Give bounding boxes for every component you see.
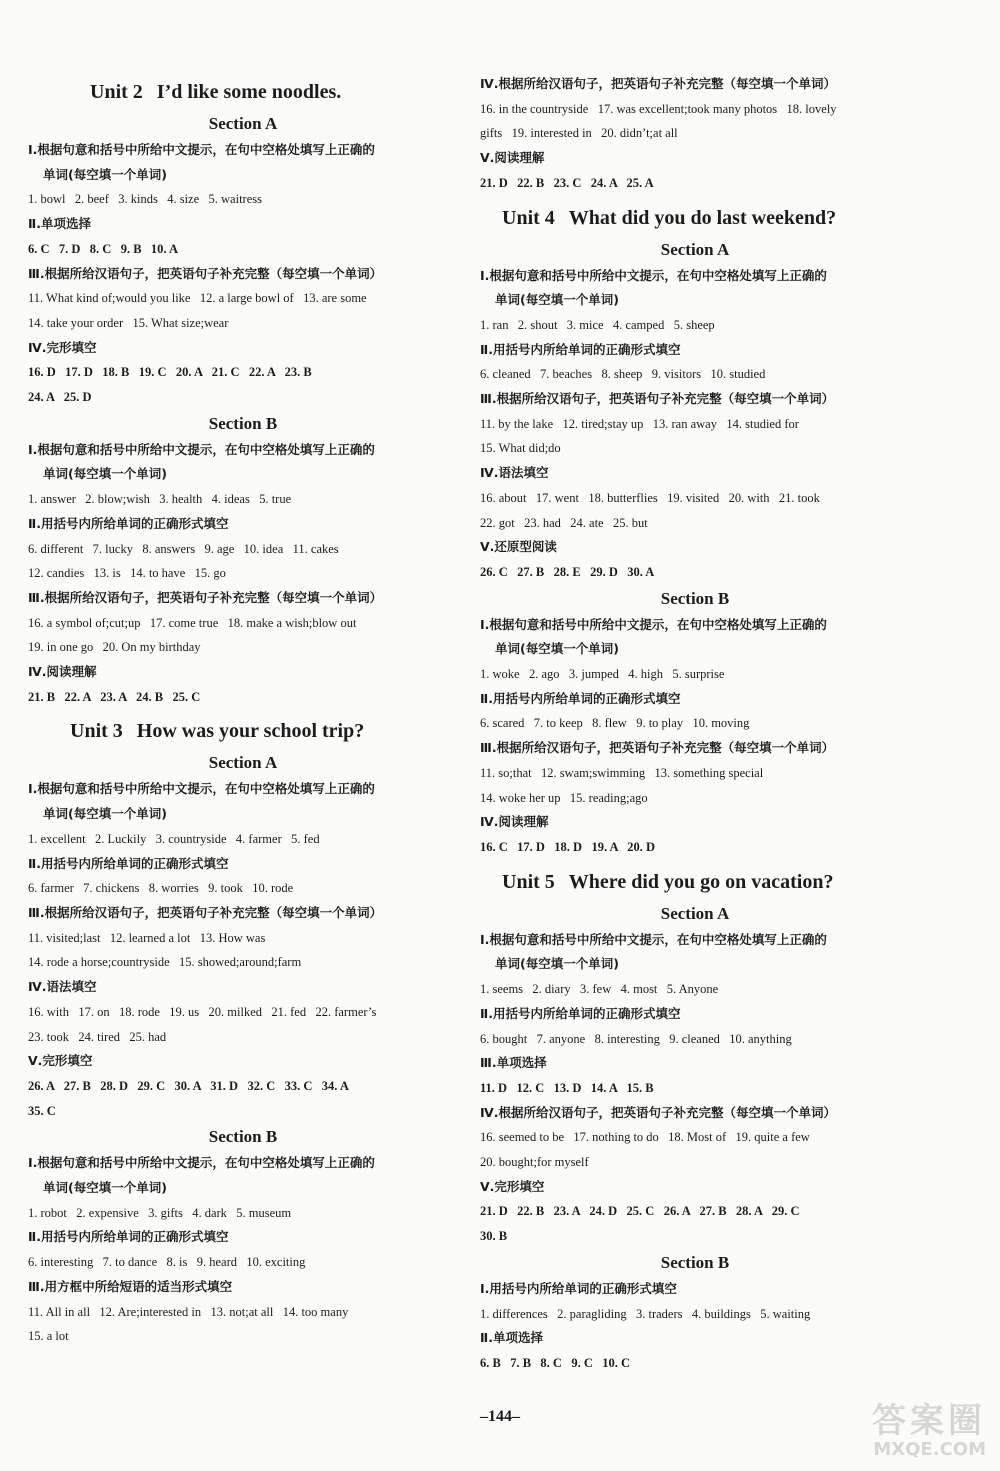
answer-line: 6. interesting 7. to dance 8. is 9. heard 10. exciting (28, 1255, 306, 1270)
unit-number: Unit 5 (502, 870, 555, 893)
exercise-heading: Ⅰ.根据句意和括号中所给中文提示，在句中空格处填写上正确的 (28, 142, 375, 157)
answer-line: 1. woke 2. ago 3. jumped 4. high 5. surprise (480, 667, 725, 682)
exercise-heading-cont: 单词(每空填一个单词) (495, 292, 619, 308)
answer-line: 6. different 7. lucky 8. answers 9. age 10. idea 11. cakes (28, 541, 339, 556)
answer-line: 6. scared 7. to keep 8. flew 9. to play 10. moving (480, 716, 750, 731)
section-title: Section B (660, 588, 730, 608)
section-title: Section A (660, 239, 730, 259)
exercise-heading: Ⅲ.用方框中所给短语的适当形式填空 (28, 1278, 233, 1294)
answer-line: 11. All in all 12. Are;interested in 13. not;at all 14. too many (28, 1304, 349, 1319)
exercise-heading: Ⅳ.语法填空 (480, 465, 549, 481)
answer-line: 24. A 25. D (28, 390, 92, 405)
unit-name: I’d like some noodles. (156, 81, 342, 103)
answer-line: 6. C 7. D 8. C 9. B 10. A (28, 241, 179, 256)
answer-line: 16. about 17. went 18. butterflies 19. visited 20. with 21. took (480, 490, 820, 505)
exercise-heading: Ⅱ.用括号内所给单词的正确形式填空 (28, 515, 229, 531)
unit-title (480, 864, 910, 900)
answer-line: 12. candies 13. is 14. to have 15. go (28, 566, 226, 581)
answer-line: 1. differences 2. paragliding 3. traders 4. buildings 5. waiting (480, 1306, 811, 1321)
exercise-heading: Ⅰ.用括号内所给单词的正确形式填空 (480, 1280, 677, 1296)
answer-line: 11. What kind of;would you like 12. a large bowl of 13. are some (28, 291, 367, 306)
exercise-heading: Ⅳ.阅读理解 (480, 814, 549, 830)
answer-line: 1. ran 2. shout 3. mice 4. camped 5. sheep (480, 317, 715, 332)
exercise-heading-cont: 单词(每空填一个单词) (43, 466, 167, 482)
unit-title (480, 200, 910, 236)
answer-line: 26. C 27. B 28. E 29. D 30. A (480, 564, 655, 579)
answer-line: 6. B 7. B 8. C 9. C 10. C (480, 1355, 631, 1370)
exercise-heading: Ⅱ.单项选择 (28, 216, 91, 232)
answer-line: 15. What did;do (480, 441, 561, 456)
exercise-heading: Ⅳ.语法填空 (28, 979, 97, 995)
exercise-heading: Ⅰ.根据句意和括号中所给中文提示，在句中空格处填写上正确的 (480, 616, 827, 632)
unit-title (28, 74, 458, 110)
unit-title (28, 713, 458, 749)
section-title: Section B (208, 1127, 278, 1147)
answer-line: 21. B 22. A 23. A 24. B 25. C (28, 689, 201, 704)
section-title: Section B (208, 413, 278, 433)
exercise-heading: Ⅴ.还原型阅读 (480, 539, 557, 555)
exercise-heading-cont: 单词(每空填一个单词) (495, 641, 619, 657)
left-column (28, 70, 458, 1349)
exercise-heading-cont: 单词(每空填一个单词) (495, 956, 619, 972)
answer-line: 11. visited;last 12. learned a lot 13. How was (28, 930, 266, 945)
exercise-heading: Ⅴ.完形填空 (480, 1178, 545, 1194)
exercise-heading: Ⅲ.根据所给汉语句子，把英语句子补充完整（每空填一个单词） (480, 740, 835, 756)
answer-line: 11. D 12. C 13. D 14. A 15. B (480, 1080, 654, 1095)
exercise-heading: Ⅱ.用括号内所给单词的正确形式填空 (28, 855, 229, 871)
answer-line: 21. D 22. B 23. A 24. D 25. C 26. A 27. B 28. A 29. C (480, 1204, 800, 1219)
answer-line: 11. so;that 12. swam;swimming 13. something special (480, 765, 764, 780)
exercise-heading: Ⅰ.根据句意和括号中所给中文提示，在句中空格处填写上正确的 (28, 781, 375, 797)
answer-line: 16. C 17. D 18. D 19. A 20. D (480, 839, 656, 854)
answer-line: 14. rode a horse;countryside 15. showed;around;farm (28, 955, 302, 970)
exercise-heading: Ⅳ.完形填空 (28, 339, 97, 355)
answer-line: 6. cleaned 7. beaches 8. sheep 9. visitors 10. studied (480, 367, 766, 382)
page-number: –144– (480, 1408, 520, 1425)
watermark-top-text: 答案圈 (872, 1401, 986, 1441)
unit-name: How was your school trip? (136, 720, 365, 743)
answer-line: 1. robot 2. expensive 3. gifts 4. dark 5. museum (28, 1205, 292, 1220)
answer-line: 20. bought;for myself (480, 1155, 589, 1170)
answer-line: 23. took 24. tired 25. had (28, 1029, 167, 1044)
section-title: Section A (660, 903, 730, 923)
answer-line: 26. A 27. B 28. D 29. C 30. A 31. D 32. C 33. C 34. A (28, 1078, 349, 1093)
exercise-heading: Ⅰ.根据句意和括号中所给中文提示，在句中空格处填写上正确的 (28, 441, 375, 457)
unit-number: Unit 4 (502, 206, 555, 229)
unit-number: Unit 2 (90, 81, 143, 103)
answer-line: 6. farmer 7. chickens 8. worries 9. took 10. rode (28, 881, 294, 896)
exercise-heading: Ⅲ.单项选择 (480, 1055, 547, 1071)
exercise-heading: Ⅱ.用括号内所给单词的正确形式填空 (480, 341, 681, 357)
answer-line: 19. in one go 20. On my birthday (28, 640, 201, 655)
answer-line: 1. answer 2. blow;wish 3. health 4. ideas 5. true (28, 492, 292, 507)
exercise-heading: Ⅳ.阅读理解 (28, 664, 97, 680)
exercise-heading: Ⅰ.根据句意和括号中所给中文提示，在句中空格处填写上正确的 (28, 1155, 375, 1171)
answer-line: 16. a symbol of;cut;up 17. come true 18. make a wish;blow out (28, 615, 357, 630)
answer-line: 35. C (28, 1103, 56, 1118)
section-title: Section A (208, 114, 278, 133)
exercise-heading: Ⅴ.阅读理解 (480, 150, 545, 166)
watermark-logo (776, 1403, 986, 1463)
answer-line: 30. B (480, 1229, 508, 1244)
exercise-heading: Ⅲ.根据所给汉语句子，把英语句子补充完整（每空填一个单词） (28, 265, 383, 281)
answer-line: 16. seemed to be 17. nothing to do 18. Most of 19. quite a few (480, 1130, 810, 1145)
section-title: Section B (660, 1252, 730, 1272)
answer-line: 11. by the lake 12. tired;stay up 13. ran away 14. studied for (480, 416, 799, 431)
right-column (480, 72, 910, 1376)
exercise-heading: Ⅲ.根据所给汉语句子，把英语句子补充完整（每空填一个单词） (28, 589, 383, 605)
exercise-heading-cont: 单词(每空填一个单词) (43, 1180, 167, 1196)
exercise-heading: Ⅰ.根据句意和括号中所给中文提示，在句中空格处填写上正确的 (480, 931, 827, 947)
exercise-heading: Ⅴ.完形填空 (28, 1053, 93, 1069)
answer-line: 14. take your order 15. What size;wear (28, 315, 229, 330)
unit-name: Where did you go on vacation? (568, 870, 834, 893)
answer-line: 15. a lot (28, 1329, 69, 1344)
answer-line: 16. in the countryside 17. was excellent;took many photos 18. lovely (480, 101, 837, 116)
exercise-heading: Ⅳ.根据所给汉语句子，把英语句子补充完整（每空填一个单词） (480, 76, 836, 91)
unit-number: Unit 3 (70, 720, 123, 743)
answer-line: 1. bowl 2. beef 3. kinds 4. size 5. waitress (28, 192, 262, 207)
exercise-heading: Ⅱ.单项选择 (480, 1330, 543, 1346)
answer-line: 22. got 23. had 24. ate 25. but (480, 515, 648, 530)
unit-name: What did you do last weekend? (568, 206, 837, 229)
exercise-heading: Ⅱ.用括号内所给单词的正确形式填空 (480, 690, 681, 706)
exercise-heading: Ⅲ.根据所给汉语句子，把英语句子补充完整（每空填一个单词） (28, 904, 383, 920)
answer-line: 16. D 17. D 18. B 19. C 20. A 21. C 22. A 23. B (28, 365, 312, 380)
exercise-heading: Ⅰ.根据句意和括号中所给中文提示，在句中空格处填写上正确的 (480, 267, 827, 283)
exercise-heading: Ⅱ.用括号内所给单词的正确形式填空 (480, 1005, 681, 1021)
exercise-heading: Ⅲ.根据所给汉语句子，把英语句子补充完整（每空填一个单词） (480, 391, 835, 407)
watermark-bottom-text: MXQE.COM (873, 1439, 986, 1460)
answer-line: gifts 19. interested in 20. didn’t;at all (480, 126, 678, 141)
answer-line: 6. bought 7. anyone 8. interesting 9. cleaned 10. anything (480, 1031, 792, 1046)
answer-line: 16. with 17. on 18. rode 19. us 20. milked 21. fed 22. farmer’s (28, 1004, 377, 1019)
answer-line: 14. woke her up 15. reading;ago (480, 790, 648, 805)
exercise-heading: Ⅱ.用括号内所给单词的正确形式填空 (28, 1229, 229, 1245)
section-title: Section A (208, 753, 278, 773)
exercise-heading: Ⅳ.根据所给汉语句子，把英语句子补充完整（每空填一个单词） (480, 1104, 836, 1120)
answer-line: 1. seems 2. diary 3. few 4. most 5. Anyone (480, 982, 719, 997)
exercise-heading-cont: 单词(每空填一个单词) (43, 166, 167, 182)
exercise-heading-cont: 单词(每空填一个单词) (43, 806, 167, 822)
answer-line: 21. D 22. B 23. C 24. A 25. A (480, 175, 654, 190)
answer-line: 1. excellent 2. Luckily 3. countryside 4. farmer 5. fed (28, 831, 320, 846)
